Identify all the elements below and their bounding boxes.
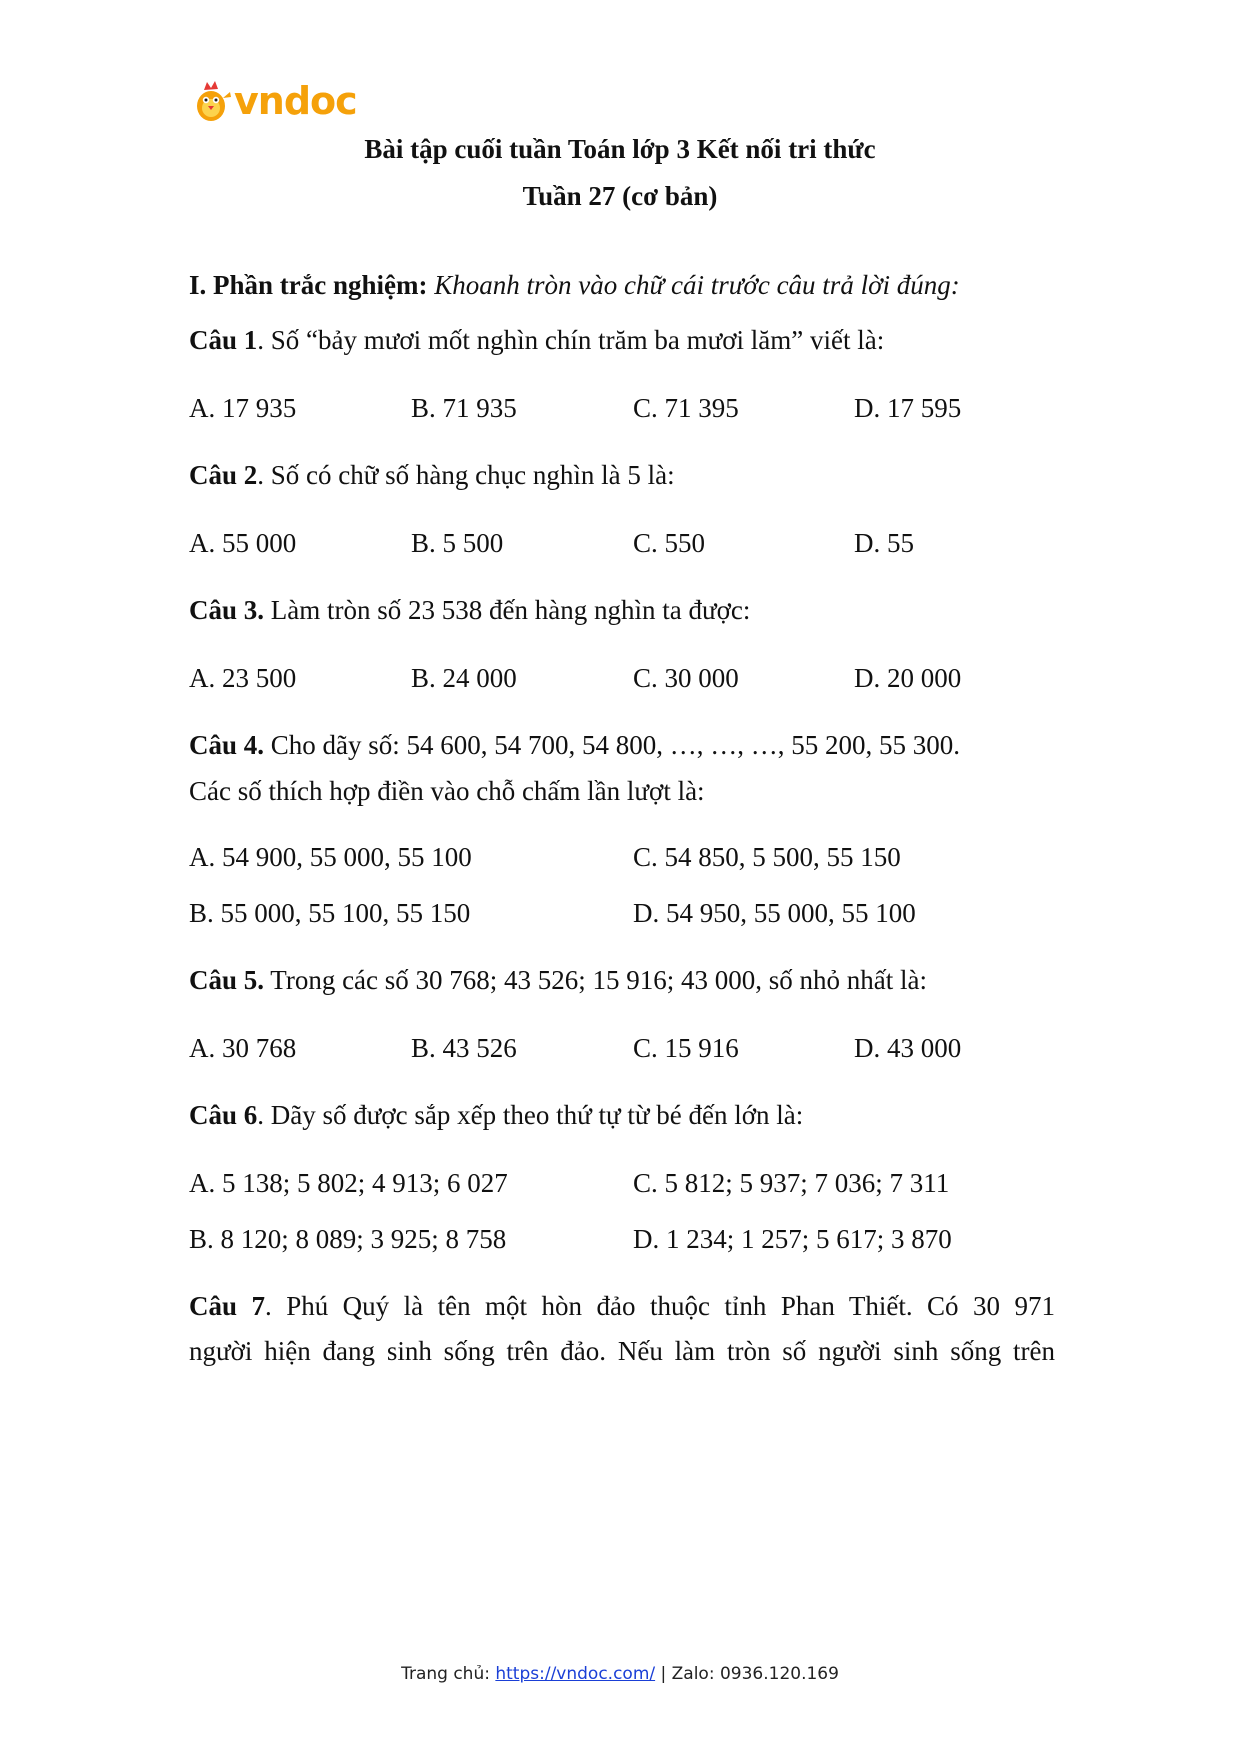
answer-option: D. 20 000 bbox=[854, 663, 962, 693]
answer-option: B. 43 526 bbox=[411, 1033, 517, 1063]
answer-option: C. 30 000 bbox=[633, 663, 739, 693]
section-heading bbox=[189, 270, 960, 301]
answer-option: A. 54 900, 55 000, 55 100 bbox=[189, 842, 472, 872]
question-text: . Phú Quý là tên một hòn đảo thuộc tỉnh Phan Thiết. Có 30 971 bbox=[264, 1291, 1055, 1321]
document-title: Bài tập cuối tuần Toán lớp 3 Kết nối tri thức bbox=[364, 134, 876, 164]
question-6 bbox=[189, 1100, 803, 1131]
section-instruction: Khoanh tròn vào chữ cái trước câu trả lời đúng: bbox=[434, 270, 960, 300]
question-3 bbox=[189, 595, 750, 626]
answer-option: D. 54 950, 55 000, 55 100 bbox=[633, 898, 916, 928]
answer-option: D. 17 595 bbox=[854, 393, 962, 423]
homepage-link[interactable]: https://vndoc.com/ bbox=[495, 1664, 656, 1684]
question-text: . Số có chữ số hàng chục nghìn là 5 là: bbox=[257, 460, 675, 490]
question-text: . Số “bảy mươi mốt nghìn chín trăm ba mươi lăm” viết là: bbox=[257, 325, 885, 355]
answer-option: D. 1 234; 1 257; 5 617; 3 870 bbox=[633, 1224, 952, 1254]
question-text: Cho dãy số: 54 600, 54 700, 54 800, …, …, …, 55 200, 55 300. bbox=[264, 730, 961, 760]
answer-option: A. 30 768 bbox=[189, 1033, 297, 1063]
footer-prefix: Trang chủ: bbox=[401, 1664, 496, 1684]
answer-option: A. 5 138; 5 802; 4 913; 6 027 bbox=[189, 1168, 508, 1198]
question-label: Câu 1 bbox=[189, 325, 258, 355]
answer-option: C. 550 bbox=[633, 528, 706, 558]
answer-option: A. 55 000 bbox=[189, 528, 297, 558]
page-footer bbox=[0, 1664, 1240, 1684]
question-label: Câu 2 bbox=[189, 460, 258, 490]
answer-option: B. 24 000 bbox=[411, 663, 517, 693]
answer-option: C. 15 916 bbox=[633, 1033, 739, 1063]
question-label: Câu 3. bbox=[189, 595, 265, 625]
question-5 bbox=[189, 965, 927, 996]
answer-option: B. 71 935 bbox=[411, 393, 517, 423]
section-title: I. Phần trắc nghiệm: bbox=[189, 270, 428, 300]
answer-option: C. 54 850, 5 500, 55 150 bbox=[633, 842, 901, 872]
question-label: Câu 5. bbox=[189, 965, 265, 995]
vndoc-logo bbox=[190, 78, 357, 124]
question-label: Câu 4. bbox=[189, 730, 265, 760]
logo-text: vndoc bbox=[234, 79, 357, 123]
question-label: Câu 7 bbox=[189, 1291, 265, 1321]
question-1 bbox=[189, 325, 884, 356]
footer-contact: | Zalo: 0936.120.169 bbox=[655, 1664, 839, 1684]
answer-option: B. 5 500 bbox=[411, 528, 504, 558]
answer-option: D. 43 000 bbox=[854, 1033, 962, 1063]
chicken-mascot-icon bbox=[190, 78, 232, 124]
answer-option: A. 17 935 bbox=[189, 393, 297, 423]
question-text: Trong các số 30 768; 43 526; 15 916; 43 000, số nhỏ nhất là: bbox=[264, 965, 928, 995]
document-subtitle: Tuần 27 (cơ bản) bbox=[522, 181, 718, 211]
answer-option: C. 71 395 bbox=[633, 393, 739, 423]
question-text: Làm tròn số 23 538 đến hàng nghìn ta được: bbox=[264, 595, 751, 625]
answer-option: B. 8 120; 8 089; 3 925; 8 758 bbox=[189, 1224, 507, 1254]
question-label: Câu 6 bbox=[189, 1100, 258, 1130]
question-text: . Dãy số được sắp xếp theo thứ tự từ bé đến lớn là: bbox=[257, 1100, 804, 1130]
question-2 bbox=[189, 460, 675, 491]
answer-option: C. 5 812; 5 937; 7 036; 7 311 bbox=[633, 1168, 950, 1198]
question-4 bbox=[189, 730, 960, 761]
question-7 bbox=[189, 1291, 1055, 1322]
question-7-continued: người hiện đang sinh sống trên đảo. Nếu làm tròn số người sinh sống trên bbox=[189, 1336, 1055, 1366]
answer-option: D. 55 bbox=[854, 528, 914, 558]
answer-option: B. 55 000, 55 100, 55 150 bbox=[189, 898, 471, 928]
question-4-continued: Các số thích hợp điền vào chỗ chấm lần lượt là: bbox=[189, 776, 705, 806]
answer-option: A. 23 500 bbox=[189, 663, 297, 693]
